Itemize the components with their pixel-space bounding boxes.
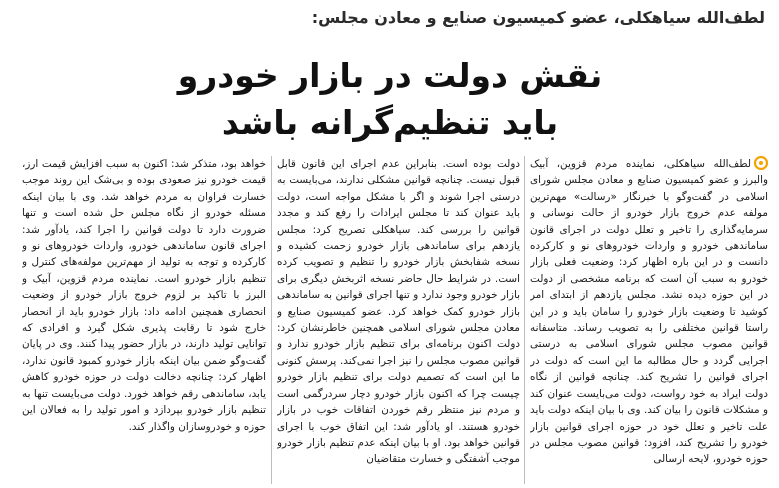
headline-line-2: باید تنظیم‌گرانه باشد [221, 103, 559, 142]
column-3-text: خواهد بود، متذکر شد: اکنون به سبب افزایش قیمت ارز، قیمت خودرو نیز صعودی بوده و بی‌شک این روند موجب خسارت فراوان به مردم خواهد شد. وی با بیان اینکه مسئله خودرو از نگاه مجلس حل شده است و تنها ضرورت دارد تا دولت قوانین را اجرا کند، یادآور شد: اجرای قانون ساماندهی خودرو، واردات خودروهای نو و کارکرده و توجه به تولید از مهم‌ترین مولفه‌های کنترل و تنظیم بازار خودرو است. نماینده مردم قزوین، آبیک و البرز با تاکید بر لزوم خروج بازار خودرو از وضعیت انحصاری همچنین ادامه داد: بازار خودرو باید از انحصار خارج شود تا رقابت پذیری شکل گیرد و افرادی که توانایی تولید دارند، در بازار حضور پیدا کنند. وی در پایان گفت‌وگو ضمن بیان اینکه بازار خودرو کمبود قانون ندارد، اظهار کرد: چنانچه دخالت دولت در حوزه خودرو کاهش یابد، ساماندهی رقم خواهد خورد. دولت می‌بایست تنها به تنظیم بازار خودرو بپردازد و امور تولید را به فعالان این حوزه و خودروسازان واگذار کند. [22, 158, 266, 433]
column-divider [524, 156, 525, 484]
article-column-3 [22, 156, 266, 486]
column-2-text: دولت بوده است. بنابراین عدم اجرای این قانون قابل قبول نیست. چنانچه قوانین مشکلی ندارند، می‌بایست به درستی اجرا شوند و اگر با مشکل مواجه است، دولت باید عنوان کند تا مجلس ایرادات را رفع کند و مجدد قوانین را بررسی کند. سیاهکلی تصریح کرد: مجلس یازدهم برای ساماندهی بازار خودرو زحمت کشیده و نسخه شفابخش بازار خودرو را تنظیم و تصویب کرده است. در شرایط حال حاضر نسخه اثربخش دیگری برای بازار خودرو وجود ندارد و تنها اجرای قوانین به ساماندهی بازار خودرو کمک خواهد کرد. عضو کمیسیون صنایع و معادن مجلس شورای اسلامی همچنین خاطرنشان کرد: دولت اکنون برنامه‌ای برای تنظیم بازار خودرو ندارد و قوانین مصوب مجلس را نیز اجرا نمی‌کند. پرسش کنونی ما این است که تصمیم دولت برای تنظیم بازار خودرو چیست چرا که اکنون بازار خودرو دچار سردرگمی است و مردم نیز منتظر رقم خوردن اتفاقات خوب در بازار خودرو هستند. او یادآور شد: این اتفاق خوب با اجرای قوانین خواهد بود. او با بیان اینکه عدم تنظیم بازار خودرو موجب آشفتگی و خسارت متقاضیان [277, 158, 520, 466]
column-divider [271, 156, 272, 484]
article-column-1 [530, 156, 768, 486]
headline-line-1: نقش دولت در بازار خودرو [177, 56, 603, 95]
article-headline [150, 52, 630, 146]
column-1-text: لطف‌الله سیاهکلی، نماینده مردم قزوین، آبیک والبرز و عضو کمیسیون صنایع و معادن مجلس شورای اسلامی در گفت‌وگو با خبرنگار «رسالت» مهم‌ترین مولفه عدم خروج بازار خودرو از حالت نوسانی و سرمایه‌گذاری را تاخیر و تعلل دولت در اجرای قانون ساماندهی خودرو و واردات خودروهای نو و کارکرده دانست و در این باره اظهار کرد: وضعیت فعلی بازار خودرو به سبب آن است که برنامه مشخصی از دولت در این حوزه دیده نشد. مجلس یازدهم از ابتدای امر کوشید تا وضعیت بازار خودرو را سامان باید و در این راستا قوانین مختلفی را به تصویب رساند. متاسفانه قوانین مصوب مجلس شورای اسلامی به درستی اجرایی گردد و حال مطالبه ما این است که دولت در اجرای قوانین را تشریح کند. چنانچه قوانین از نگاه دولت ایراد به خود رواست، دولت می‌بایست عنوان کند و مشکلات قانون را بیان کند. وی با بیان اینکه دولت باید علت تاخیر و تعلل خود در حوزه اجرای قوانین بازار خودرو را تشریح کند، افزود: قوانین مصوب مجلس در حوزه خودرو، لایحه ارسالی [530, 158, 768, 466]
article-column-2 [277, 156, 520, 486]
bullet-icon [754, 156, 768, 170]
article-kicker: لطف‌الله سیاهکلی، عضو کمیسیون صنایع و معادن مجلس: [311, 8, 765, 27]
